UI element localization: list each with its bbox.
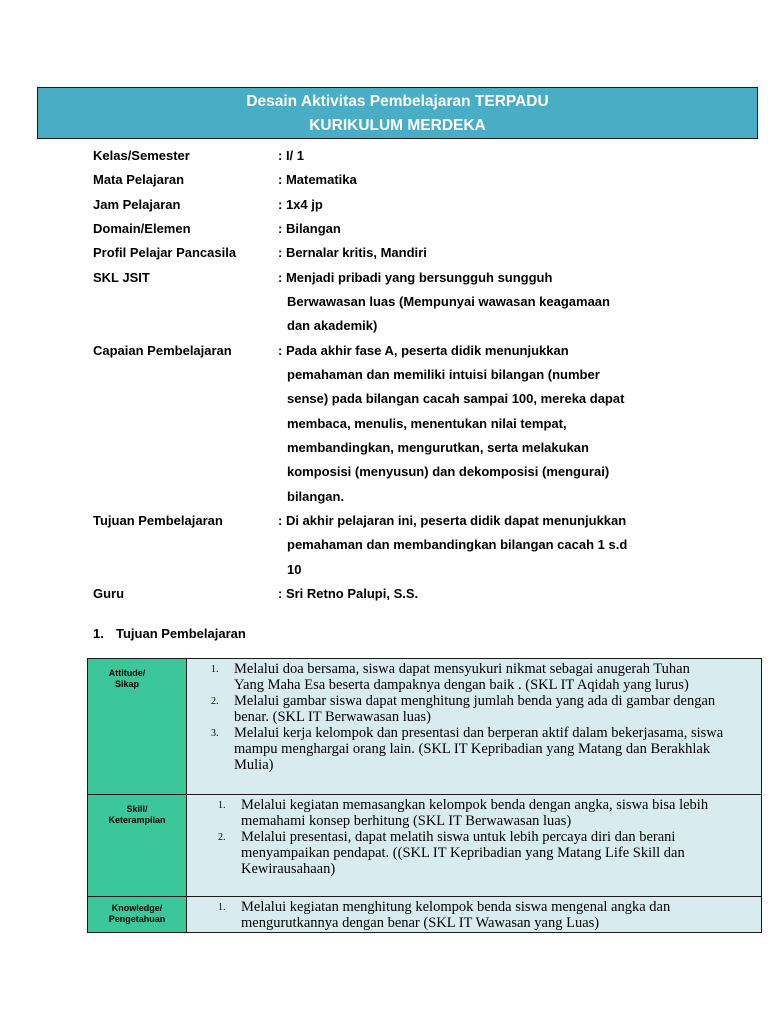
info-value-mapel: : Matematika xyxy=(278,172,357,187)
category-cell-skill xyxy=(88,795,187,897)
list-item xyxy=(211,693,752,725)
info-value-capaian: : Pada akhir fase A, peserta didik menunjukkan xyxy=(278,343,569,358)
item-line: Melalui kerja kelompok dan presentasi dan berperan aktif dalam bekerjasama, siswa xyxy=(234,725,724,741)
item-line: Mulia) xyxy=(234,757,274,773)
category-label: Pengetahuan xyxy=(108,914,166,924)
info-value-capaian-cont: bilangan. xyxy=(287,489,345,504)
table-row xyxy=(88,897,762,933)
category-label: Knowledge/ xyxy=(111,903,163,913)
item-line: mengurutkannya dengan benar (SKL IT Wawasan yang Luas) xyxy=(241,915,600,931)
objectives-cell-knowledge xyxy=(187,897,762,933)
objectives-cell-attitude xyxy=(187,659,762,795)
info-value-profil: : Bernalar kritis, Mandiri xyxy=(278,245,427,260)
category-cell-knowledge xyxy=(88,897,187,933)
item-line: Melalui gambar siswa dapat menghitung jumlah benda yang ada di gambar dengan xyxy=(234,693,716,709)
document-title-banner xyxy=(37,87,758,139)
category-label: Keterampilan xyxy=(108,815,166,825)
info-value-guru: : Sri Retno Palupi, S.S. xyxy=(278,586,419,601)
table-row xyxy=(88,659,762,795)
item-line: Melalui kegiatan memasangkan kelompok benda dengan angka, siswa bisa lebih xyxy=(241,797,709,813)
objectives-cell-skill xyxy=(187,795,762,897)
info-value-jam: : 1x4 jp xyxy=(278,197,323,212)
item-line: Yang Maha Esa beserta dampaknya dengan baik . (SKL IT Aqidah yang lurus) xyxy=(234,677,689,693)
info-value-tujuan: : Di akhir pelajaran ini, peserta didik dapat menunjukkan xyxy=(278,513,627,528)
list-item xyxy=(218,829,752,877)
item-line: Melalui doa bersama, siswa dapat mensyukuri nikmat sebagai anugerah Tuhan xyxy=(234,661,690,677)
list-item xyxy=(211,725,752,773)
objectives-table xyxy=(87,658,762,933)
item-line: Melalui presentasi, dapat melatih siswa untuk lebih percaya diri dan berani xyxy=(241,829,676,845)
item-line: benar. (SKL IT Berwawasan luas) xyxy=(234,709,431,725)
table-row xyxy=(88,795,762,897)
info-value-tujuan-cont: pemahaman dan membandingkan bilangan cacah 1 s.d xyxy=(287,537,628,552)
section-number: 1. xyxy=(93,626,104,641)
info-value-tujuan-cont: 10 xyxy=(287,562,302,577)
info-value-domain: : Bilangan xyxy=(278,221,341,236)
section-heading xyxy=(93,626,246,641)
category-label: Attitude/ xyxy=(108,668,146,678)
list-item xyxy=(218,797,752,829)
info-label-skl: SKL JSIT xyxy=(93,270,150,285)
item-number: 1. xyxy=(218,902,226,913)
item-line: mampu menghargai orang lain. (SKL IT Kepribadian yang Matang dan Berakhlak xyxy=(234,741,711,757)
info-label-mapel: Mata Pelajaran xyxy=(93,172,185,187)
item-number: 1. xyxy=(211,664,219,675)
category-cell-attitude xyxy=(88,659,187,795)
item-number: 2. xyxy=(211,696,219,707)
title-line-2: KURIKULUM MERDEKA xyxy=(309,117,486,134)
info-value-capaian-cont: sense) pada bilangan cacah sampai 100, mereka dapat xyxy=(287,391,625,406)
info-value-kelas: : I/ 1 xyxy=(278,148,305,163)
title-line-1: Desain Aktivitas Pembelajaran TERPADU xyxy=(246,93,549,110)
section-title: Tujuan Pembelajaran xyxy=(116,626,246,641)
item-number: 1. xyxy=(218,800,226,811)
info-label-guru: Guru xyxy=(93,586,125,601)
info-label-jam: Jam Pelajaran xyxy=(93,197,181,212)
info-value-capaian-cont: membaca, menulis, menentukan nilai tempat, xyxy=(287,416,567,431)
info-label-capaian: Capaian Pembelajaran xyxy=(93,343,232,358)
info-value-capaian-cont: membandingkan, mengurutkan, serta melakukan xyxy=(287,440,589,455)
info-label-domain: Domain/Elemen xyxy=(93,221,191,236)
item-number: 3. xyxy=(211,728,219,739)
list-item xyxy=(211,661,752,693)
info-label-kelas: Kelas/Semester xyxy=(93,148,190,163)
item-number: 2. xyxy=(218,832,226,843)
category-label: Skill/ xyxy=(126,804,148,814)
item-line: Melalui kegiatan menghitung kelompok benda siswa mengenal angka dan xyxy=(241,899,671,915)
info-label-profil: Profil Pelajar Pancasila xyxy=(93,245,237,260)
item-line: menyampaikan pendapat. ((SKL IT Kepribadian yang Matang Life Skill dan xyxy=(241,845,685,861)
info-value-skl-cont: Berwawasan luas (Mempunyai wawasan keagamaan xyxy=(287,294,610,309)
item-line: memahami konsep berhitung (SKL IT Berwawasan luas) xyxy=(241,813,572,829)
info-value-skl-cont: dan akademik) xyxy=(287,318,378,333)
category-label: Sikap xyxy=(114,679,139,689)
info-value-capaian-cont: pemahaman dan memiliki intuisi bilangan (number xyxy=(287,367,600,382)
info-value-skl: : Menjadi pribadi yang bersungguh sungguh xyxy=(278,270,553,285)
list-item xyxy=(218,899,752,931)
info-label-tujuan: Tujuan Pembelajaran xyxy=(93,513,223,528)
info-value-capaian-cont: komposisi (menyusun) dan dekomposisi (mengurai) xyxy=(287,464,610,479)
item-line: Kewirausahaan) xyxy=(241,861,336,877)
